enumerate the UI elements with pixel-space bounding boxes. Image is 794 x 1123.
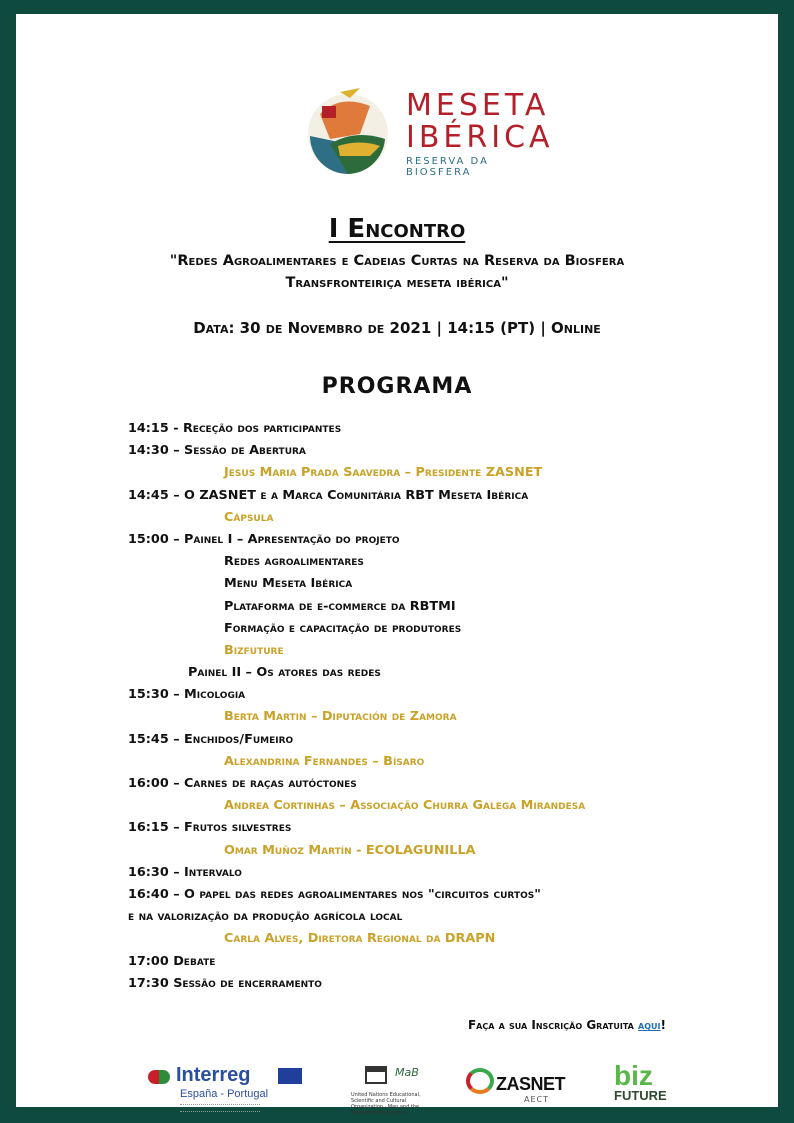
logo-line-1: MESETA [406, 88, 550, 123]
program-heading: PROGRAMA [321, 374, 473, 399]
signup-line [468, 1018, 666, 1032]
agenda-speaker: Jesus Maria Prada Saavedra – Presidente ZASNET [224, 465, 543, 481]
biz-subtitle: FUTURE [614, 1088, 667, 1103]
agenda-item: 16:00 – Carnes de raças autóctones [128, 776, 357, 791]
agenda-item: 16:15 – Frutos silvestres [128, 820, 292, 836]
agenda-item: 14:15 - Receção dos participantes [128, 421, 342, 436]
signup-suffix: ! [660, 1018, 666, 1032]
interreg-name: Interreg [176, 1064, 251, 1086]
agenda-item: 14:30 – Sessão de Abertura [128, 443, 306, 459]
unesco-temple-icon [365, 1066, 387, 1084]
agenda-speaker: Alexandrina Fernandes – Bísaro [224, 753, 425, 769]
event-subtitle-line-2: Transfronteiriça meseta ibérica" [285, 275, 509, 291]
biz-name: biz [614, 1060, 653, 1091]
agenda-item: 15:45 – Enchidos/Fumeiro [128, 731, 294, 747]
interreg-logo [146, 1062, 306, 1116]
event-subtitle [16, 250, 778, 294]
agenda-subitem: Menu Meseta Ibérica [224, 576, 353, 592]
logo-line-2: IBÉRICA [406, 120, 554, 155]
event-subtitle-line-1: "Redes Agroalimentares e Cadeias Curtas na Reserva da Biosfera [169, 253, 625, 269]
interreg-flag-icon [148, 1070, 170, 1084]
agenda-item: 16:30 – Intervalo [128, 864, 242, 880]
agenda-item: 17:00 Debate [128, 953, 216, 969]
agenda-item: 17:30 Sessão de encerramento [128, 975, 322, 991]
unesco-mab-logo [351, 1062, 431, 1116]
logo-wordmark [406, 90, 554, 178]
signup-text: Faça a sua Inscrição Gratuita [467, 1018, 639, 1032]
agenda-speaker: Andrea Cortinhas – Associação Churra Galega Mirandesa [224, 798, 586, 814]
interreg-subtitle: España - Portugal [180, 1088, 269, 1100]
program-agenda [128, 418, 768, 995]
agenda-item: 14:45 – O ZASNET e a Marca Comunitária RBT Meseta Ibérica [128, 487, 529, 503]
sponsor-logos [146, 1062, 686, 1118]
agenda-item: 16:40 – O papel das redes agroalimentares nos "circuitos curtos" [128, 886, 541, 902]
event-date: Data: 30 de Novembro de 2021 | 14:15 (PT) | Online [193, 319, 601, 337]
agenda-item: 15:30 – Micologia [128, 687, 246, 703]
agenda-subitem: Formação e capacitação de produtores [224, 620, 462, 636]
zasnet-name: ZASNET [496, 1074, 565, 1094]
agenda-subitem: Redes agroalimentares [224, 554, 364, 570]
biosphere-emblem-icon [300, 84, 396, 180]
agenda-speaker: Omar Muñoz Martín - ECOLAGUNILLA [224, 842, 476, 858]
bizfuture-logo [614, 1062, 674, 1116]
unesco-fineprint: United Nations Educational, Scientific and Cultural Organization · Man and the Biosphere Programme [351, 1092, 421, 1116]
logo-line-3: RESERVA DA BIOSFERA [406, 156, 489, 178]
agenda-item: Painel II – Os atores das redes [188, 665, 381, 681]
signup-link[interactable]: aqui [638, 1018, 661, 1032]
interreg-fineprint [180, 1104, 260, 1112]
agenda-speaker: Bizfuture [224, 642, 284, 658]
agenda-speaker: Berta Martin – Diputación de Zamora [224, 709, 457, 725]
agenda-speaker: Carla Alves, Diretora Regional da DRAPN [224, 931, 496, 947]
agenda-speaker: Cápsula [224, 509, 274, 525]
agenda-item: e na valorização da produção agrícola local [128, 909, 403, 925]
agenda-subitem: Plataforma de e-commerce da RBTMI [224, 598, 456, 614]
meseta-iberica-logo [300, 84, 554, 180]
eu-flag-icon [278, 1068, 302, 1084]
zasnet-mark-icon [466, 1068, 494, 1094]
flyer-page [16, 14, 778, 1116]
zasnet-subtitle: AECT [524, 1095, 549, 1104]
zasnet-logo [466, 1062, 576, 1116]
agenda-item: 15:00 – Painel I – Apresentação do projeto [128, 531, 400, 547]
event-title: I Encontro [328, 214, 466, 244]
mab-label: MaB [395, 1066, 419, 1079]
